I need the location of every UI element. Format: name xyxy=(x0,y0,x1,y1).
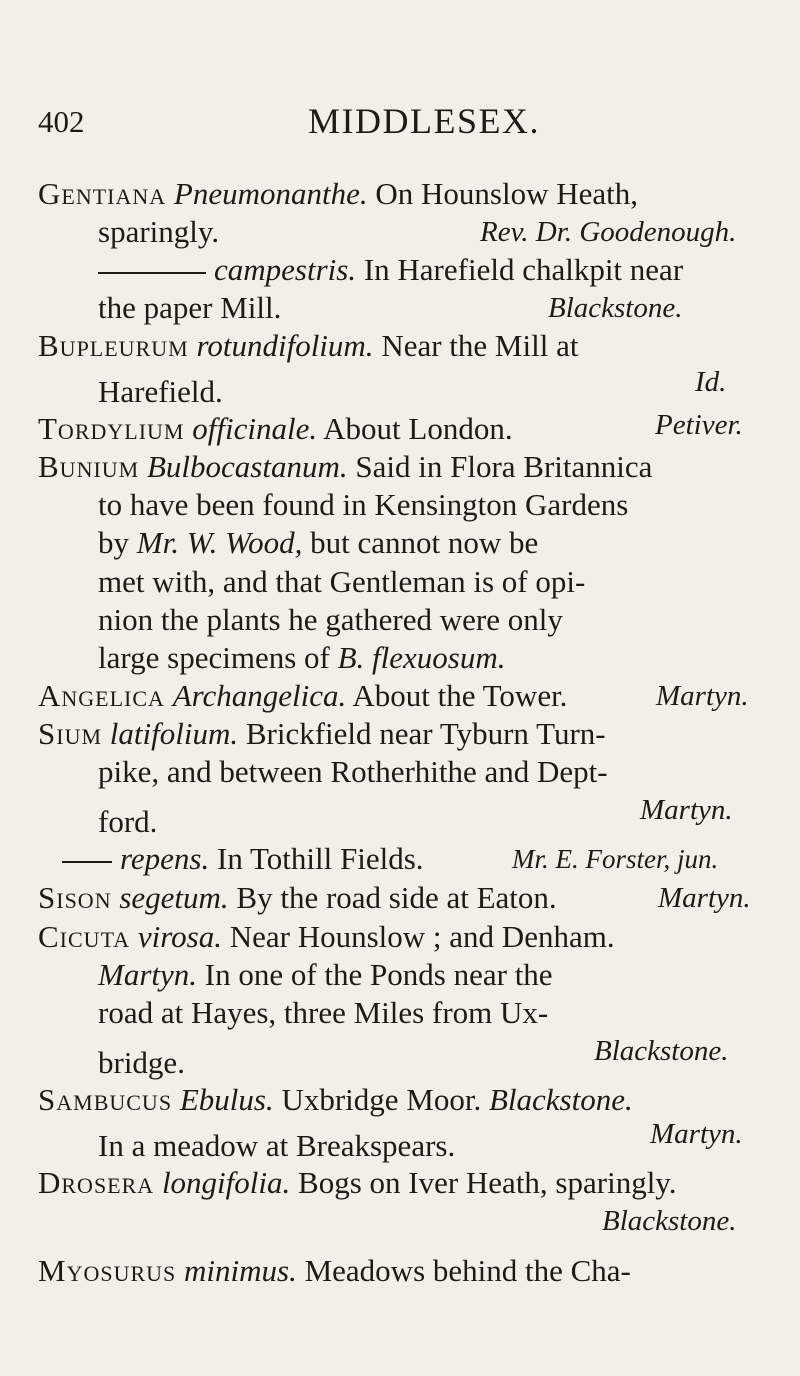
ditto-dash xyxy=(62,861,112,863)
genus-name: Sium xyxy=(38,716,103,751)
entry-line: road at Hayes, three Miles from Ux- xyxy=(98,995,549,1030)
authority: Blackstone. xyxy=(594,1035,729,1067)
authority: Petiver. xyxy=(655,409,743,441)
entry-line: pike, and between Rotherhithe and Dept- xyxy=(98,754,608,789)
authority: Blackstone. xyxy=(488,1082,633,1117)
entry-line xyxy=(38,175,638,213)
text-segment: by xyxy=(98,525,129,560)
genus-name: Drosera xyxy=(38,1165,155,1200)
entry-line xyxy=(38,1164,677,1202)
entry-line: met with, and that Gentleman is of opi- xyxy=(98,564,586,599)
entry-line xyxy=(98,639,506,677)
species-name: segetum. xyxy=(119,880,229,915)
authority: Martyn. xyxy=(640,794,733,826)
species-name: rotundifolium. xyxy=(196,328,374,363)
species-name: Bulbocastanum. xyxy=(146,449,348,484)
species-name: Pneumonanthe. xyxy=(173,176,368,211)
genus-name: Tordylium xyxy=(38,411,185,446)
page-number: 402 xyxy=(38,104,85,139)
locality-text: Brickfield near Tyburn Turn- xyxy=(245,716,606,751)
authority: Rev. Dr. Goodenough. xyxy=(480,216,737,248)
genus-name: Sambucus xyxy=(38,1082,173,1117)
locality-text: Near the Mill at xyxy=(381,328,579,363)
entry-line xyxy=(38,918,615,956)
species-name: virosa. xyxy=(137,919,222,954)
locality-text: Meadows behind the Cha- xyxy=(304,1253,631,1288)
locality-text: On Hounslow Heath, xyxy=(375,176,638,211)
entry-line xyxy=(98,251,683,289)
species-name: longifolia. xyxy=(161,1165,291,1200)
locality-text: About London. xyxy=(323,411,513,446)
page-header xyxy=(0,100,800,150)
locality-text: About the Tower. xyxy=(352,678,568,713)
authority: Blackstone. xyxy=(548,292,683,324)
locality-text: By the road side at Eaton. xyxy=(236,880,557,915)
entry-line: nion the plants he gathered were only xyxy=(98,602,563,637)
entry-line xyxy=(38,1081,633,1119)
species-name: repens. xyxy=(120,841,210,876)
entry-line xyxy=(38,327,578,365)
locality-text: In Tothill Fields. xyxy=(217,841,424,876)
genus-name: Bupleurum xyxy=(38,328,189,363)
entry-line xyxy=(38,410,513,448)
species-name: Archangelica. xyxy=(172,678,347,713)
locality-text: In Harefield chalkpit near xyxy=(363,252,684,287)
authority: Martyn. xyxy=(658,882,751,914)
entry-line xyxy=(38,879,557,917)
locality-text: Bogs on Iver Heath, sparingly. xyxy=(298,1165,677,1200)
genus-name: Cicuta xyxy=(38,919,131,954)
genus-name: Gentiana xyxy=(38,176,167,211)
locality-text: In one of the Ponds near the xyxy=(204,957,553,992)
species-name: latifolium. xyxy=(109,716,239,751)
entry-line xyxy=(98,524,538,562)
entry-line: the paper Mill. xyxy=(98,290,282,325)
locality-text: Said in Flora Britannica xyxy=(355,449,653,484)
species-name: minimus. xyxy=(184,1253,297,1288)
ditto-dash xyxy=(98,272,206,274)
genus-name: Bunium xyxy=(38,449,140,484)
entry-line xyxy=(38,448,652,486)
entry-line: sparingly. xyxy=(98,214,220,249)
authority: Martyn. xyxy=(656,680,749,712)
authority: Martyn. xyxy=(650,1118,743,1150)
genus-name: Angelica xyxy=(38,678,165,713)
text-segment: but cannot now be xyxy=(310,525,539,560)
locality-text: Uxbridge Moor. xyxy=(281,1082,482,1117)
authority: Mr. E. Forster, jun. xyxy=(512,844,719,874)
species-name: officinale. xyxy=(192,411,318,446)
entry-line xyxy=(38,1252,631,1290)
entry-line xyxy=(38,677,567,715)
authority: Blackstone. xyxy=(602,1205,737,1237)
running-title: MIDDLESEX. xyxy=(308,101,540,141)
entry-line: to have been found in Kensington Gardens xyxy=(98,487,629,522)
authority: Id. xyxy=(695,366,727,398)
entry-line xyxy=(62,840,424,878)
species-name: campestris. xyxy=(214,252,357,287)
species-name: B. flexuosum. xyxy=(337,640,506,675)
person-name: Mr. W. Wood, xyxy=(136,525,303,560)
genus-name: Sison xyxy=(38,880,112,915)
entry-line xyxy=(98,956,553,994)
text-segment: large specimens of xyxy=(98,640,330,675)
entry-line: ford. xyxy=(98,804,158,839)
entry-line: Harefield. xyxy=(98,374,223,409)
genus-name: Myosurus xyxy=(38,1253,177,1288)
authority: Martyn. xyxy=(98,957,198,992)
entry-line xyxy=(38,715,606,753)
entry-line: In a meadow at Breakspears. xyxy=(98,1128,456,1163)
species-name: Ebulus. xyxy=(179,1082,274,1117)
entry-line: bridge. xyxy=(98,1045,185,1080)
locality-text: Near Hounslow ; and Denham. xyxy=(229,919,615,954)
